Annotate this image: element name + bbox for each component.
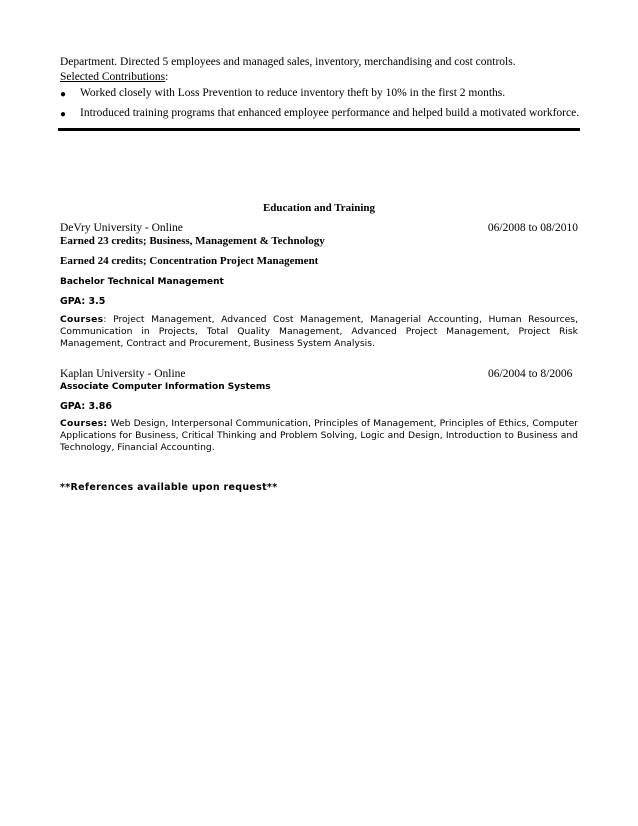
education-heading: Education and Training <box>262 202 376 214</box>
devry-courses-text: : Project Management, Advanced Cost Management, Managerial Accounting, Human Resources, Communication in Projects, Total Quality Management, Advanced Project Management, Project Risk Management, Contract and Procurement, Business System Analysis. <box>60 314 578 349</box>
devry-courses <box>60 314 578 350</box>
kaplan-courses-text: Web Design, Interpersonal Communication, Principles of Management, Principles of Ethics, Computer Applications for Business, Critical Thinking and Problem Solving, Logic and Design, Introduction to Business and Technology, Financial Accounting. <box>60 418 578 453</box>
kaplan-gpa: GPA: 3.86 <box>60 401 112 412</box>
selected-contributions-text: Selected Contributions <box>60 71 166 83</box>
kaplan-dates: 06/2004 to 8/2006 <box>488 368 573 380</box>
devry-degree: Bachelor Technical Management <box>60 277 224 287</box>
kaplan-degree: Associate Computer Information Systems <box>60 382 271 392</box>
devry-gpa: GPA: 3.5 <box>60 296 106 307</box>
kaplan-courses <box>60 418 578 454</box>
references-note: **References available upon request** <box>60 482 278 493</box>
devry-earned-1: Earned 23 credits; Business, Management & Technology <box>60 235 325 247</box>
contribution-item-1: Worked closely with Loss Prevention to reduce inventory theft by 10% in the first 2 months. <box>80 87 506 99</box>
selected-contributions-colon: : <box>165 71 169 83</box>
selected-contributions-label <box>60 71 168 83</box>
bullet-dot-icon: ● <box>60 109 67 120</box>
contribution-item-2: Introduced training programs that enhanced employee performance and helped build a motivated workforce. <box>80 107 580 119</box>
devry-courses-label: Courses <box>60 314 104 325</box>
devry-school: DeVry University - Online <box>60 222 183 234</box>
devry-earned-2: Earned 24 credits; Concentration Project Management <box>60 255 319 267</box>
kaplan-school: Kaplan University - Online <box>60 368 186 380</box>
section-divider <box>58 128 580 131</box>
devry-dates: 06/2008 to 08/2010 <box>487 222 578 234</box>
department-line: Department. Directed 5 employees and managed sales, inventory, merchandising and cost controls. <box>60 56 516 68</box>
kaplan-courses-label: Courses: <box>60 418 108 429</box>
bullet-dot-icon: ● <box>60 89 67 100</box>
